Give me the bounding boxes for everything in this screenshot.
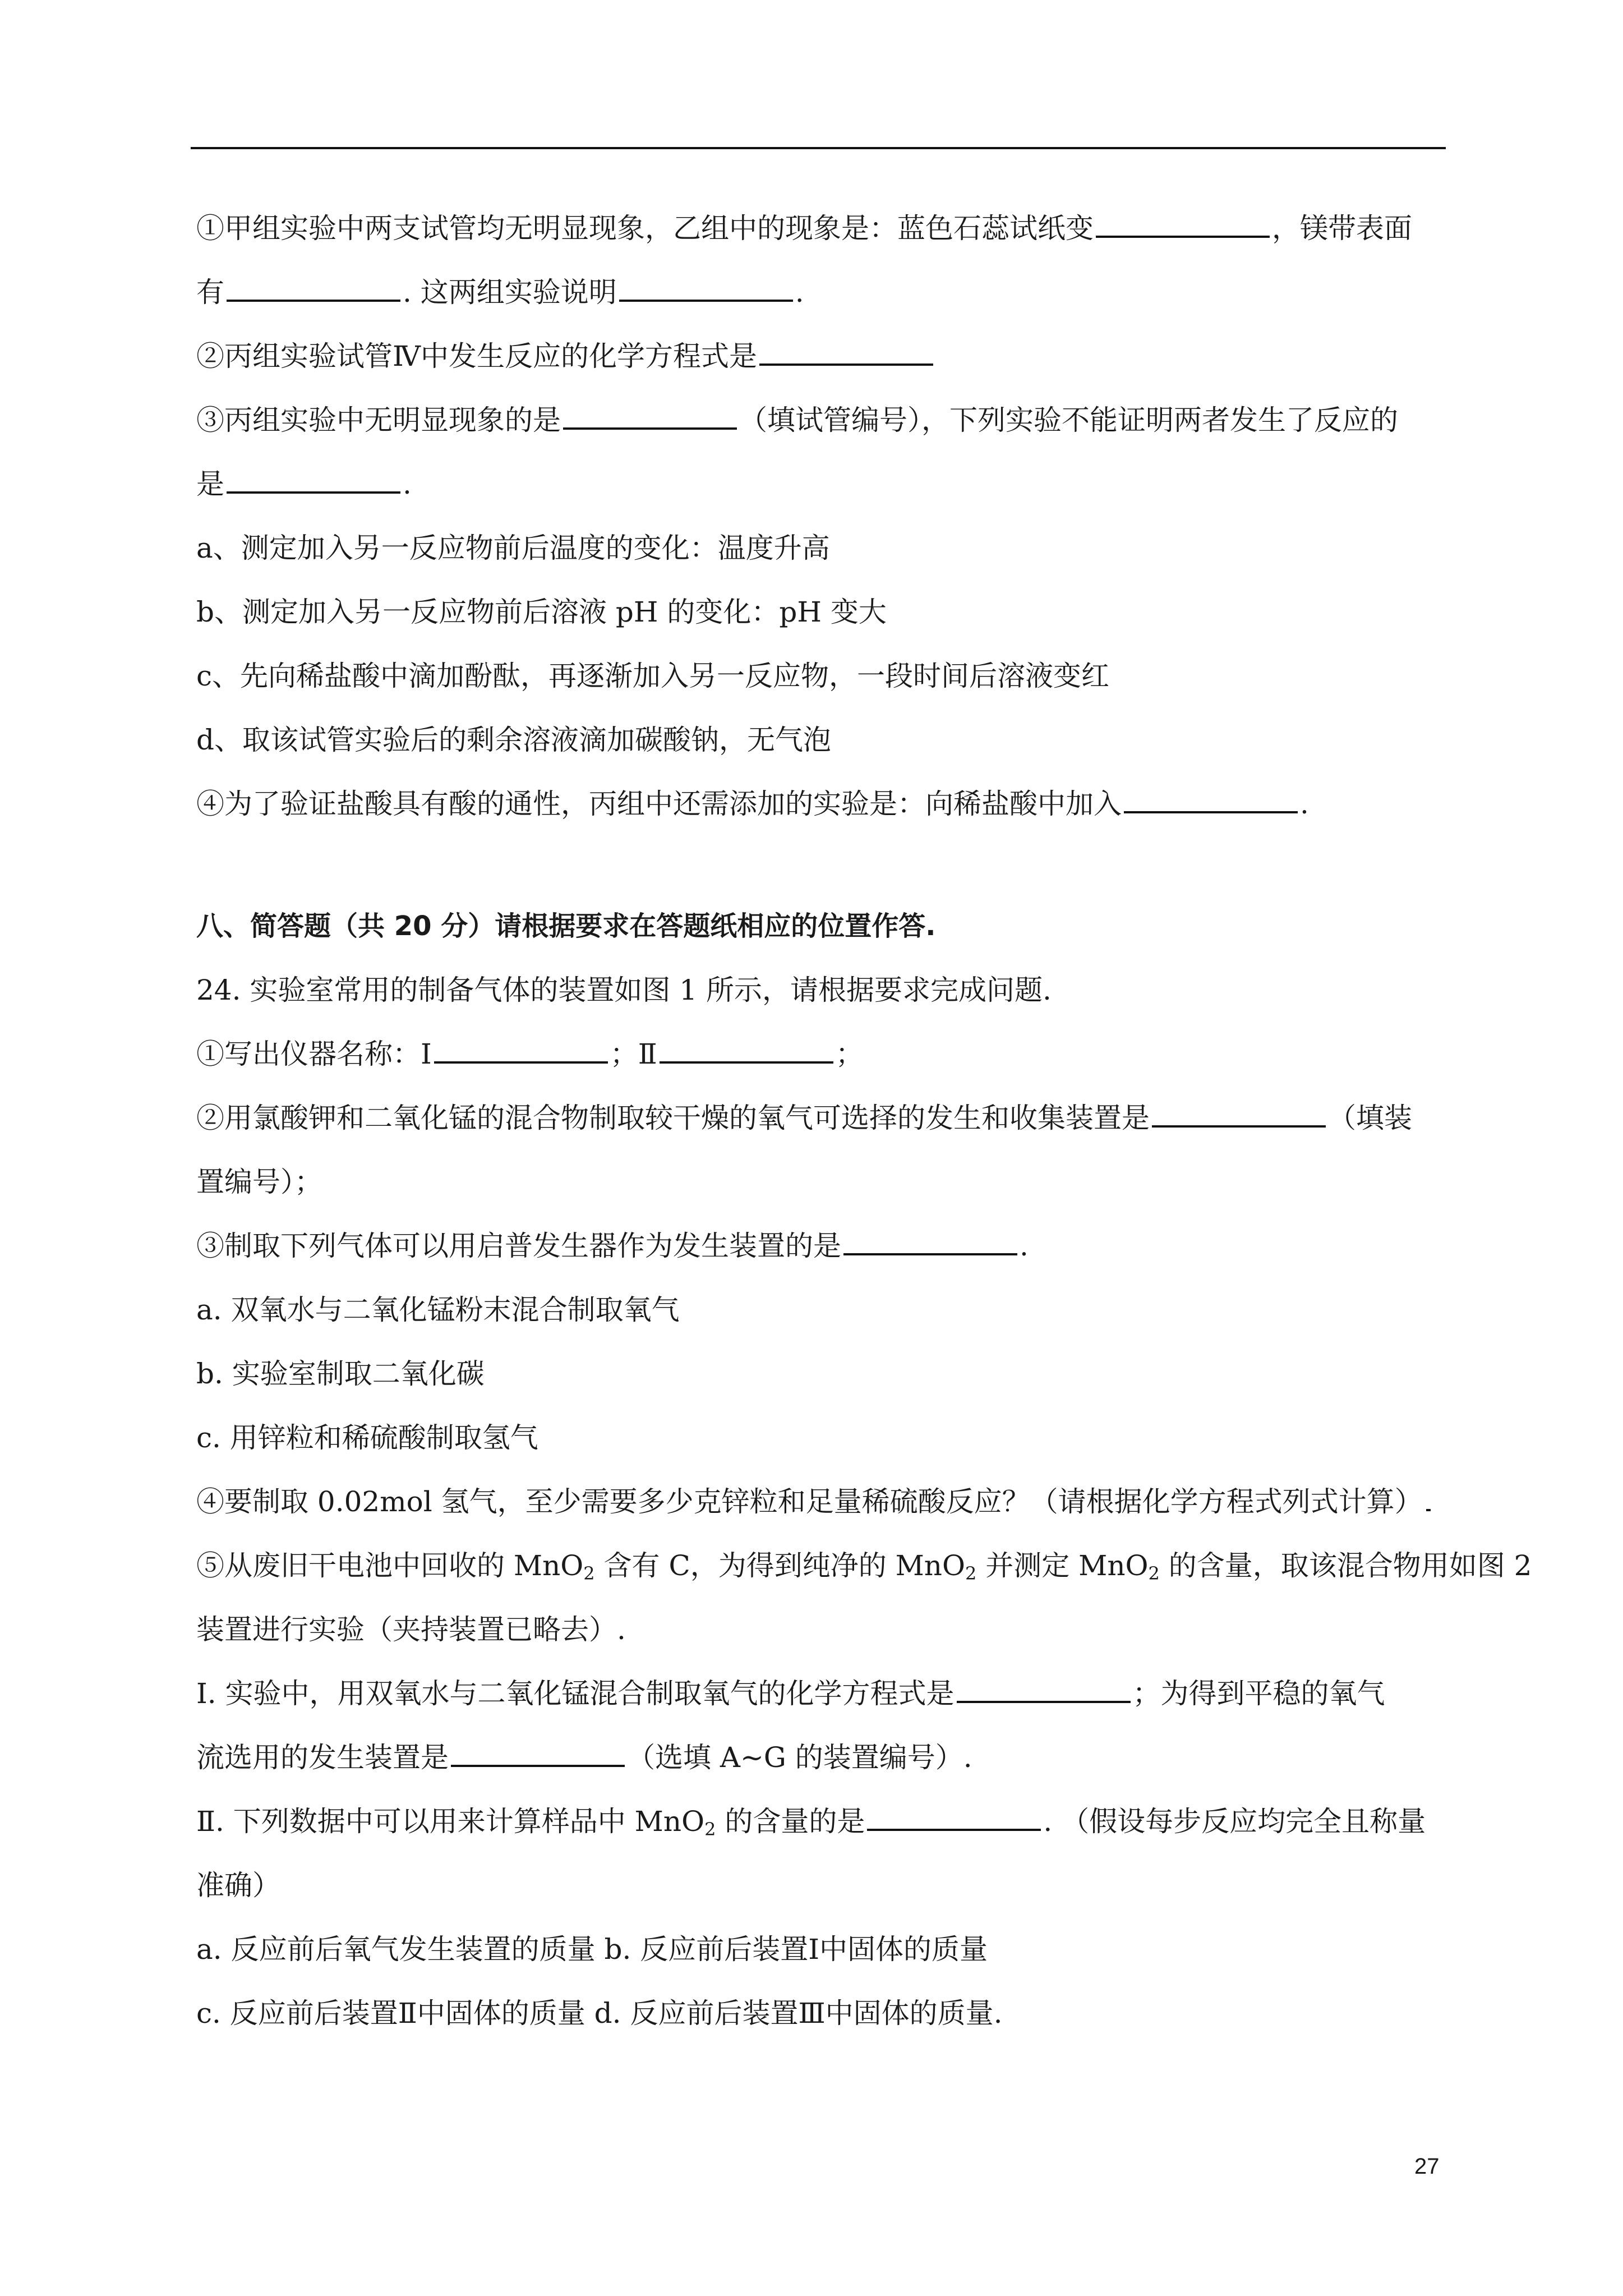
- text: ；为得到平稳的氧气: [1132, 1677, 1385, 1710]
- text: .: [795, 276, 804, 309]
- answer-blank[interactable]: [451, 1736, 625, 1767]
- text: 并测定 MnO: [976, 1549, 1149, 1582]
- text: .: [1020, 1230, 1029, 1262]
- text: . 这两组实验说明: [403, 276, 617, 309]
- subscript: 2: [965, 1563, 977, 1584]
- answer-blank[interactable]: [1152, 1096, 1326, 1128]
- question-line: [196, 331, 1447, 395]
- question-line: [196, 779, 1447, 843]
- question-line: [196, 1093, 1447, 1157]
- page-number: 27: [1414, 2154, 1440, 2179]
- answer-blank[interactable]: [957, 1672, 1131, 1703]
- text: （填装: [1328, 1102, 1412, 1134]
- page-content: [196, 203, 1532, 2052]
- text: ②丙组实验试管Ⅳ中发生反应的化学方程式是: [196, 340, 757, 372]
- question-line: [196, 1029, 1447, 1093]
- question-line: [196, 267, 1447, 331]
- answer-blank[interactable]: [867, 1800, 1041, 1831]
- text: （填试管编号），下列实验不能证明两者发生了反应的: [739, 404, 1398, 436]
- text: 含有 C，为得到纯净的 MnO: [594, 1549, 965, 1582]
- option-c: c、先向稀盐酸中滴加酚酞，再逐渐加入另一反应物，一段时间后溶液变红: [196, 660, 1110, 692]
- subscript: 2: [1148, 1563, 1160, 1584]
- text: . （假设每步反应均完全且称量: [1043, 1805, 1426, 1838]
- text: ①写出仪器名称：Ⅰ: [196, 1038, 432, 1070]
- answer-blank[interactable]: [227, 270, 400, 302]
- answer-blank[interactable]: [843, 1224, 1017, 1255]
- text: ⑤从废旧干电池中回收的 MnO: [196, 1549, 584, 1582]
- option-line: c. 反应前后装置Ⅱ中固体的质量 d. 反应前后装置Ⅲ中固体的质量.: [196, 1997, 1003, 2030]
- text: （选填 A~G 的装置编号）.: [627, 1741, 972, 1774]
- answer-blank[interactable]: [619, 270, 793, 302]
- option-d: d、取该试管实验后的剩余溶液滴加碳酸钠，无气泡: [196, 724, 832, 756]
- question-line: 准确）: [196, 1869, 280, 1902]
- text: ④为了验证盐酸具有酸的通性，丙组中还需添加的实验是：向稀盐酸中加入: [196, 788, 1122, 820]
- answer-blank[interactable]: [434, 1032, 608, 1064]
- text: .: [403, 468, 412, 500]
- text: ，镁带表面: [1272, 212, 1412, 245]
- question-line: [196, 1540, 1532, 1604]
- option-a: a. 双氧水与二氧化锰粉末混合制取氧气: [196, 1294, 680, 1326]
- question-line: [196, 395, 1447, 459]
- answer-blank[interactable]: [227, 462, 400, 494]
- text: .: [1300, 788, 1309, 820]
- question-line: [196, 459, 1447, 523]
- subscript: 2: [583, 1563, 595, 1584]
- text: 是: [196, 468, 224, 500]
- subscript: 2: [704, 1819, 716, 1840]
- question-line: 置编号）；: [196, 1166, 322, 1198]
- spacer: [196, 843, 1447, 901]
- answer-blank[interactable]: [660, 1032, 833, 1064]
- option-b: b、测定加入另一反应物前后溶液 pH 的变化：pH 变大: [196, 596, 887, 628]
- question-line: 装置进行实验（夹持装置已略去）.: [196, 1613, 626, 1646]
- question-line: [196, 1668, 1447, 1732]
- option-line: a. 反应前后氧气发生装置的质量 b. 反应前后装置Ⅰ中固体的质量: [196, 1933, 988, 1966]
- text: ④要制取 0.02mol 氢气，至少需要多少克锌粒和足量稀硫酸反应？（请根据化学方程式列式计算）: [196, 1485, 1423, 1518]
- header-rule: [191, 147, 1446, 149]
- text: ；: [835, 1038, 864, 1070]
- answer-blank[interactable]: [563, 398, 737, 430]
- text: ③丙组实验中无明显现象的是: [196, 404, 561, 436]
- answer-mark: [1426, 1487, 1431, 1511]
- text: 的含量的是: [716, 1805, 865, 1838]
- text: 有: [196, 276, 224, 309]
- section-heading: 八、简答题（共 20 分）请根据要求在答题纸相应的位置作答.: [196, 910, 936, 942]
- answer-blank[interactable]: [1096, 206, 1270, 238]
- question-line: [196, 1221, 1447, 1285]
- option-c: c. 用锌粒和稀硫酸制取氢气: [196, 1421, 538, 1454]
- question-24: 24. 实验室常用的制备气体的装置如图 1 所示，请根据要求完成问题.: [196, 974, 1052, 1006]
- text: ②用氯酸钾和二氧化锰的混合物制取较干燥的氧气可选择的发生和收集装置是: [196, 1102, 1150, 1134]
- text: Ⅰ. 实验中，用双氧水与二氧化锰混合制取氧气的化学方程式是: [196, 1677, 955, 1710]
- text: ③制取下列气体可以用启普发生器作为发生装置的是: [196, 1230, 841, 1262]
- question-line: [196, 203, 1447, 267]
- option-a: a、测定加入另一反应物前后温度的变化：温度升高: [196, 532, 830, 564]
- question-line: [196, 1732, 1447, 1796]
- text: ；Ⅱ: [610, 1038, 657, 1070]
- option-b: b. 实验室制取二氧化碳: [196, 1358, 485, 1390]
- text: Ⅱ. 下列数据中可以用来计算样品中 MnO: [196, 1805, 705, 1838]
- question-line: [196, 1476, 1447, 1540]
- question-line: [196, 1796, 1447, 1860]
- text: 的含量，取该混合物用如图 2: [1159, 1549, 1532, 1582]
- answer-blank[interactable]: [1124, 782, 1298, 813]
- answer-blank[interactable]: [759, 334, 933, 366]
- text: 流选用的发生装置是: [196, 1741, 449, 1774]
- text: ①甲组实验中两支试管均无明显现象，乙组中的现象是：蓝色石蕊试纸变: [196, 212, 1094, 245]
